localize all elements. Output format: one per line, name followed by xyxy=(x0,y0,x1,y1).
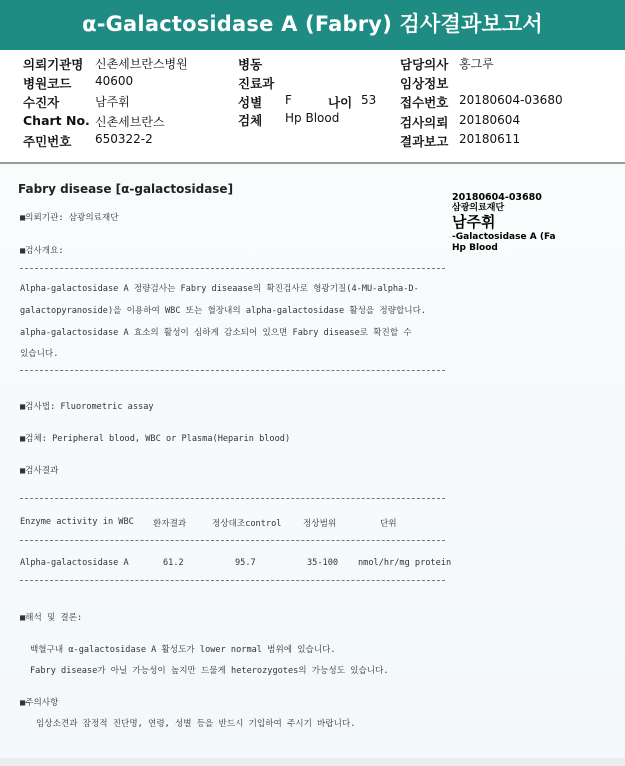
specimen-line: ■검체: Peripheral blood, WBC or Plasma(Heparin blood) xyxy=(20,434,291,444)
report-subtitle: Fabry disease [α-galactosidase] xyxy=(18,182,234,196)
stamp-lab: 삼광의료재단 xyxy=(452,203,505,213)
results-heading: ■검사결과 xyxy=(20,466,59,476)
stamp-receipt: 20180604-03680 xyxy=(452,192,542,203)
chart-value: 신촌세브란스 xyxy=(95,115,165,129)
hospital-code-value: 40600 xyxy=(95,74,134,88)
specimen-stamp xyxy=(452,192,577,254)
overview-heading: ■검사개요: xyxy=(20,246,64,256)
patient-label: 수진자 xyxy=(23,95,60,110)
sex-label: 성별 xyxy=(238,95,263,110)
resident-label: 주민번호 xyxy=(23,134,72,149)
specimen-value: Hp Blood xyxy=(285,111,340,125)
department-label: 진료과 xyxy=(238,76,275,91)
page-footer-edge xyxy=(0,758,625,766)
request-date-label: 검사의뢰 xyxy=(400,115,449,130)
institution-value: 신촌세브란스병원 xyxy=(95,57,188,71)
receipt-value: 20180604-03680 xyxy=(459,93,563,107)
age-value: 53 xyxy=(361,93,377,107)
ward-label: 병동 xyxy=(238,57,263,72)
divider xyxy=(20,370,445,371)
receipt-label: 접수번호 xyxy=(400,95,449,110)
divider xyxy=(20,268,445,269)
table-cell-patient: 61.2 xyxy=(163,558,184,568)
institution-label: 의뢰기관명 xyxy=(23,57,84,72)
table-cell-range: 35-100 xyxy=(307,558,339,568)
lab-line: ■의뢰기관: 삼광의료재단 xyxy=(20,213,119,223)
age-label: 나이 xyxy=(328,95,353,110)
report-body xyxy=(0,164,625,762)
report-date-value: 20180611 xyxy=(459,132,521,146)
hospital-code-label: 병원코드 xyxy=(23,76,72,91)
overview-line: galactopyranoside)을 이용하여 WBC 또는 혈장내의 alpha-galactosidase 활성을 정량합니다. xyxy=(20,306,427,316)
divider xyxy=(20,540,445,541)
table-cell-unit: nmol/hr/mg protein xyxy=(358,558,452,568)
stamp-test: -Galactosidase A (Fa xyxy=(452,232,556,242)
divider xyxy=(20,498,445,499)
clinical-label: 임상정보 xyxy=(400,76,449,91)
table-header-range: 정상범위 xyxy=(303,519,337,529)
divider xyxy=(20,580,445,581)
sex-value: F xyxy=(285,93,292,107)
report-title: α-Galactosidase A (Fabry) 검사결과보고서 xyxy=(0,0,625,50)
table-header-control: 정상대조control xyxy=(212,519,282,529)
doctor-label: 담당의사 xyxy=(400,57,449,72)
table-cell-enzyme: Alpha-galactosidase A xyxy=(20,558,129,568)
interpretation-heading: ■해석 및 결론: xyxy=(20,613,83,623)
notes-heading: ■주의사항 xyxy=(20,698,59,708)
stamp-specimen: Hp Blood xyxy=(452,243,498,253)
stamp-patient: 남주휘 xyxy=(452,213,496,231)
interpretation-line: 백혈구내 α-galactosidase A 활성도가 lower normal 범위에 있습니다. xyxy=(30,645,336,655)
table-header-patient: 환자결과 xyxy=(153,519,187,529)
doctor-value: 홍그루 xyxy=(459,57,494,71)
overview-line: 있습니다. xyxy=(20,349,59,359)
specimen-label: 검체 xyxy=(238,113,263,128)
chart-label: Chart No. xyxy=(23,113,90,128)
table-header-enzyme: Enzyme activity in WBC xyxy=(20,517,134,527)
report-date-label: 결과보고 xyxy=(400,134,449,149)
interpretation-line: Fabry disease가 아닐 가능성이 높지만 드물게 heterozygotes의 가능성도 있습니다. xyxy=(30,666,389,676)
overview-line: Alpha-galactosidase A 정량검사는 Fabry diseaase의 확진검사로 형광기질(4-MU-alpha-D- xyxy=(20,284,419,294)
table-header-unit: 단위 xyxy=(380,519,397,529)
notes-line: 임상소견과 잠정적 진단명, 연령, 성별 등을 반드시 기입하여 주시기 바랍니다. xyxy=(36,719,356,729)
patient-info-section xyxy=(0,50,625,162)
overview-line: alpha-galactosidase A 효소의 활성이 심하게 감소되어 있으면 Fabry disease로 확진할 수 xyxy=(20,328,412,338)
method-line: ■검사법: Fluorometric assay xyxy=(20,402,154,412)
table-cell-control: 95.7 xyxy=(235,558,256,568)
patient-value: 남주휘 xyxy=(95,95,130,109)
resident-value: 650322-2 xyxy=(95,132,153,146)
request-date-value: 20180604 xyxy=(459,113,521,127)
